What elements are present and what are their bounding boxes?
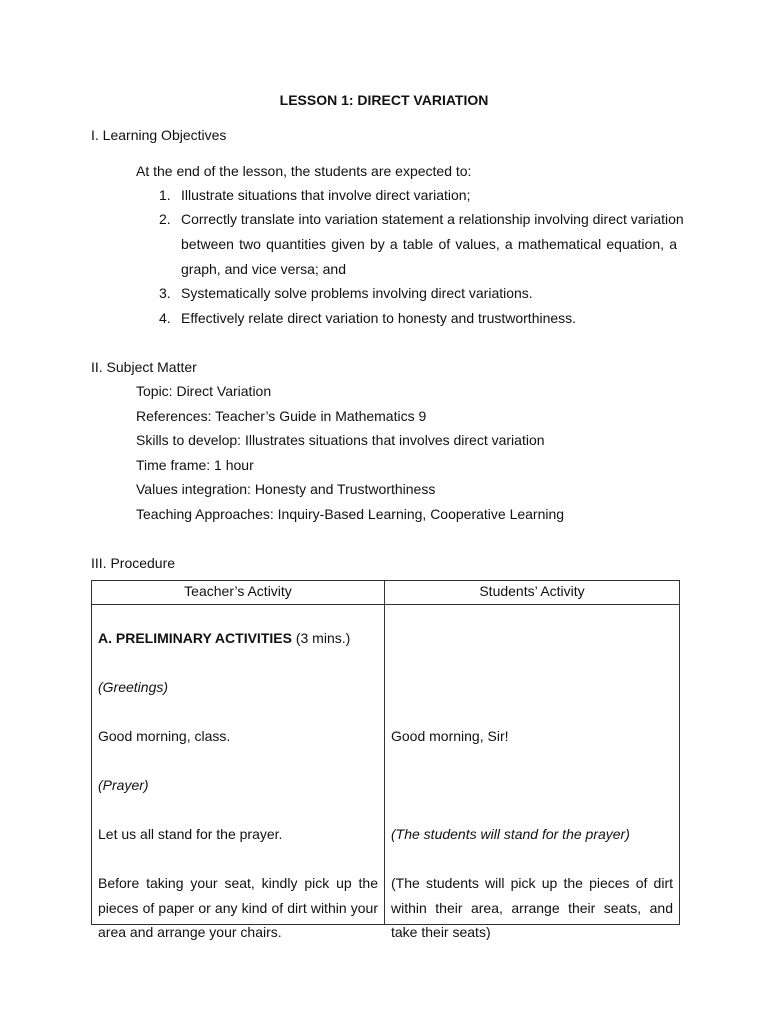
teacher-activity-cell (92, 605, 385, 940)
students-closing-reply: (The students will pick up the pieces of dirt within their area, arrange their seats, and take their seats) (391, 875, 673, 940)
activity-heading (98, 629, 350, 647)
list-item: Effectively relate direct variation to honesty and trustworthiness. (181, 310, 577, 326)
list-item: Correctly translate into variation statement a relationship involving direct variation (181, 211, 684, 227)
activity-title: A. PRELIMINARY ACTIVITIES (98, 630, 292, 646)
students-prayer-reply: (The students will stand for the prayer) (391, 826, 630, 842)
procedure-table (91, 580, 680, 940)
column-header-students: Students’ Activity (385, 581, 680, 605)
list-item: graph, and vice versa; and (181, 261, 346, 277)
list-item-number: 2. (159, 211, 171, 227)
list-item: Illustrate situations that involve direct variation; (181, 187, 471, 203)
table-header-row (92, 581, 680, 605)
subject-line-skills: Skills to develop: Illustrates situations that involves direct variation (136, 432, 545, 448)
greetings-label: (Greetings) (98, 679, 169, 695)
objectives-intro: At the end of the lesson, the students are expected to: (136, 163, 472, 179)
list-item: between two quantities given by a table of values, a mathematical equation, a (181, 236, 677, 252)
students-greeting-reply: Good morning, Sir! (391, 728, 509, 744)
subject-line-approaches: Teaching Approaches: Inquiry-Based Learning, Cooperative Learning (136, 506, 565, 522)
activity-time: (3 mins.) (291, 630, 351, 646)
table-row (92, 605, 680, 925)
subject-line-topic: Topic: Direct Variation (136, 383, 272, 399)
section-heading-objectives: I. Learning Objectives (91, 127, 227, 143)
teacher-greeting: Good morning, class. (98, 728, 231, 744)
list-item-number: 1. (159, 187, 171, 203)
list-item-number: 3. (159, 285, 171, 301)
section-heading-subject-matter: II. Subject Matter (91, 359, 197, 375)
students-activity-cell (385, 605, 680, 940)
list-item: Systematically solve problems involving direct variations. (181, 285, 533, 301)
prayer-label: (Prayer) (98, 777, 149, 793)
lesson-title: LESSON 1: DIRECT VARIATION (279, 92, 489, 108)
list-item-number: 4. (159, 310, 171, 326)
subject-line-references: References: Teacher’s Guide in Mathematics 9 (136, 408, 427, 424)
column-header-teacher: Teacher’s Activity (92, 581, 385, 605)
teacher-prayer-instruction: Let us all stand for the prayer. (98, 826, 283, 842)
subject-line-time-frame: Time frame: 1 hour (136, 457, 254, 473)
subject-line-values: Values integration: Honesty and Trustworthiness (136, 481, 436, 497)
section-heading-procedure: III. Procedure (91, 555, 176, 571)
teacher-closing-instruction: Before taking your seat, kindly pick up the pieces of paper or any kind of dirt within your area and arrange your chairs. (98, 875, 378, 940)
